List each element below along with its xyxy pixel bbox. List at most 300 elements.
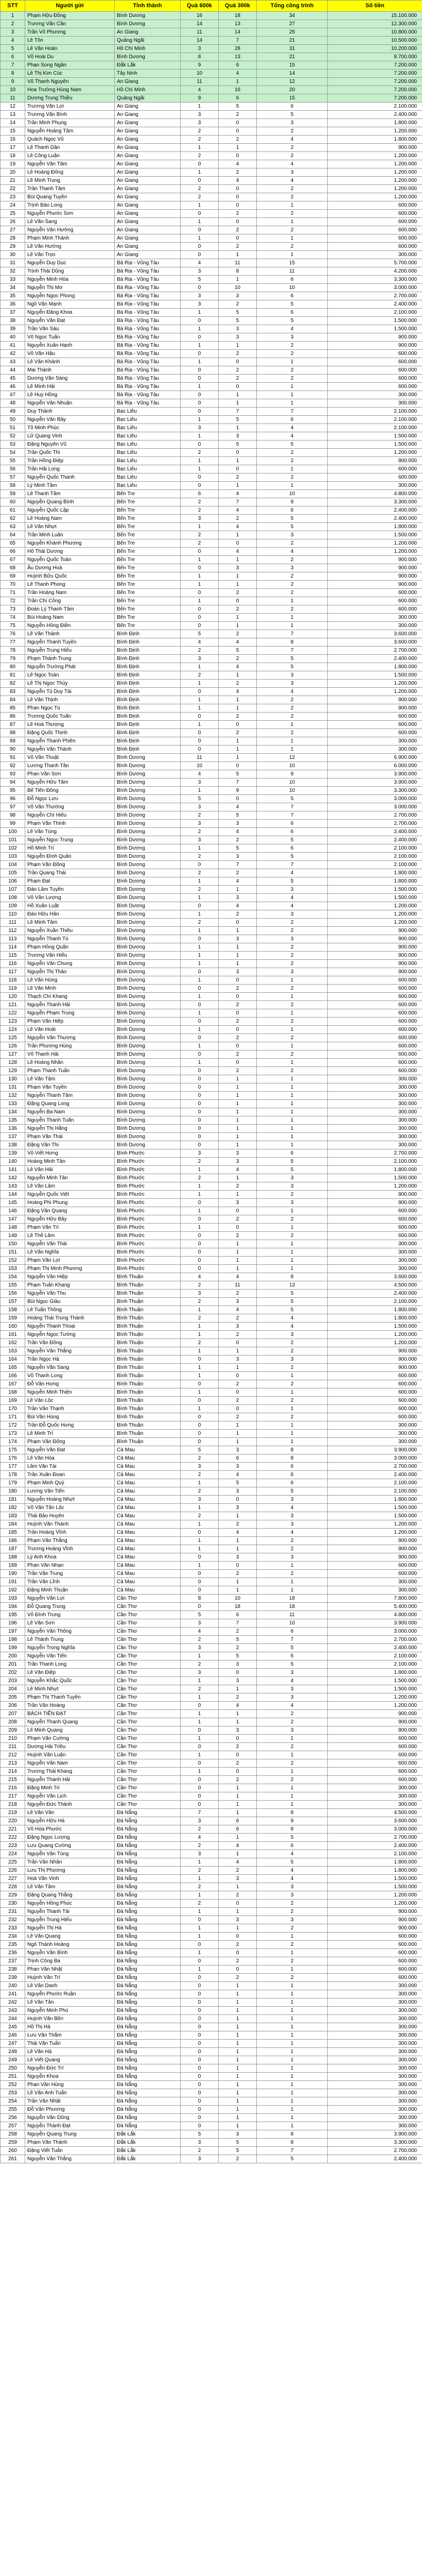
cell-amount: 2.100.000 [328,408,422,416]
cell-gift-300k: 3 [219,1355,257,1364]
cell-gift-600k: 1 [181,309,219,317]
cell-total: 2 [257,1215,328,1224]
cell-stt: 97 [1,803,25,811]
cell-province: Bình Dương [115,993,181,1001]
cell-gift-600k: 1 [181,342,219,350]
cell-stt: 174 [1,1438,25,1446]
cell-total: 5 [257,663,328,671]
cell-province: Bình Thuận [115,1380,181,1388]
cell-sender: Nguyễn Đức Trí [25,2064,115,2073]
cell-amount: 300.000 [328,1092,422,1100]
cell-province: Bình Thuận [115,1273,181,1281]
cell-province: Đà Nẵng [115,2122,181,2130]
table-row [1,811,422,820]
cell-gift-300k: 2 [219,1891,257,1900]
cell-province: Bình Thuận [115,1405,181,1413]
cell-province: Bình Dương [115,844,181,853]
cell-sender: Lê Tôn [25,37,115,45]
cell-province: Bình Dương [115,1034,181,1042]
cell-total: 5 [257,1487,328,1496]
cell-amount: 900.000 [328,927,422,935]
cell-province: Bình Dương [115,1100,181,1108]
cell-total: 1 [257,1586,328,1595]
table-row [1,902,422,910]
cell-amount: 10.500.000 [328,37,422,45]
cell-total: 2 [257,457,328,465]
cell-gift-600k: 0 [181,1801,219,1809]
cell-amount: 600.000 [328,210,422,218]
cell-amount: 1.500.000 [328,1875,422,1883]
cell-province: Bà Rịa - Vũng Tàu [115,383,181,391]
cell-gift-600k: 1 [181,721,219,729]
cell-province: An Giang [115,243,181,251]
cell-total: 7 [257,630,328,638]
cell-gift-300k: 1 [219,2056,257,2064]
table-row [1,886,422,894]
cell-sender: Nguyễn Khắc Quốc [25,1677,115,1685]
table-row [1,1759,422,1768]
cell-gift-600k: 0 [181,1083,219,1092]
cell-gift-600k: 0 [181,2073,219,2081]
cell-stt: 101 [1,836,25,844]
cell-province: Bình Phước [115,1240,181,1248]
cell-gift-600k: 1 [181,1908,219,1916]
cell-gift-300k: 3 [219,894,257,902]
cell-sender: Nguyễn Hữu Tâm [25,778,115,787]
table-row [1,152,422,160]
cell-gift-300k: 2 [219,910,257,919]
cell-stt: 186 [1,1537,25,1545]
cell-total: 6 [257,1842,328,1850]
cell-sender: Nguyễn Quốc Toàn [25,556,115,564]
cell-province: Bình Định [115,663,181,671]
cell-stt: 259 [1,2139,25,2147]
cell-total: 1 [257,1141,328,1149]
cell-gift-600k: 2 [181,853,219,861]
cell-amount: 1.200.000 [328,1529,422,1537]
cell-amount: 1.200.000 [328,1520,422,1529]
cell-amount: 1.200.000 [328,1693,422,1702]
cell-total: 10 [257,1619,328,1628]
cell-province: Bình Phước [115,1191,181,1199]
cell-gift-600k: 1 [181,910,219,919]
cell-total: 10 [257,284,328,292]
table-row [1,1141,422,1149]
table-row [1,276,422,284]
cell-total: 10 [257,762,328,770]
cell-province: Bình Dương [115,795,181,803]
cell-amount: 300.000 [328,1430,422,1438]
table-row [1,1446,422,1454]
cell-gift-300k: 0 [219,721,257,729]
cell-sender: Nguyễn Khánh Phương [25,539,115,548]
cell-total: 1 [257,218,328,226]
cell-sender: Nguyễn Văn Nam [25,1759,115,1768]
table-row [1,375,422,383]
cell-gift-600k: 3 [181,803,219,811]
cell-province: Bình Thuận [115,1388,181,1397]
cell-sender: Phạm Thành Trung [25,655,115,663]
cell-total: 8 [257,1446,328,1454]
cell-total: 18 [257,1603,328,1611]
cell-amount: 1.200.000 [328,910,422,919]
cell-stt: 49 [1,408,25,416]
table-row [1,1471,422,1479]
cell-amount: 900.000 [328,1537,422,1545]
table-row [1,1364,422,1372]
table-row [1,1413,422,1421]
table-row [1,1776,422,1784]
cell-total: 4 [257,869,328,877]
cell-total: 1 [257,1792,328,1801]
cell-amount: 600.000 [328,366,422,375]
cell-province: Bình Dương [115,919,181,927]
cell-sender: Lê Hoàng Đông [25,168,115,177]
cell-province: An Giang [115,251,181,259]
cell-gift-600k: 10 [181,70,219,78]
cell-sender: Phạm Văn Lợi [25,1257,115,1265]
cell-amount: 600.000 [328,1067,422,1075]
cell-total: 5 [257,836,328,844]
cell-gift-300k: 2 [219,350,257,358]
cell-amount: 7.200.000 [328,61,422,70]
cell-province: Bình Dương [115,1026,181,1034]
cell-amount: 3.300.000 [328,2139,422,2147]
cell-amount: 600.000 [328,589,422,597]
cell-province: Bình Phước [115,1265,181,1273]
table-row [1,1974,422,1982]
cell-sender: Đào Hữu Hân [25,910,115,919]
cell-sender: Lê Văn Trọn [25,251,115,259]
cell-stt: 230 [1,1900,25,1908]
cell-sender: Lê Văn Sang [25,218,115,226]
cell-stt: 138 [1,1141,25,1149]
cell-province: Bình Định [115,688,181,696]
cell-province: Bến Tre [115,605,181,614]
cell-gift-300k: 0 [219,993,257,1001]
cell-sender: Lê Viết Quang [25,2056,115,2064]
cell-gift-300k: 0 [219,597,257,605]
cell-total: 5 [257,523,328,531]
table-row [1,1397,422,1405]
cell-gift-600k: 0 [181,1092,219,1100]
cell-amount: 300.000 [328,2040,422,2048]
table-row [1,20,422,28]
cell-gift-600k: 0 [181,391,219,399]
cell-stt: 59 [1,490,25,498]
cell-stt: 145 [1,1199,25,1207]
cell-stt: 156 [1,1290,25,1298]
cell-stt: 123 [1,1018,25,1026]
table-row [1,1611,422,1619]
table-row [1,1191,422,1199]
cell-gift-600k: 1 [181,581,219,589]
cell-stt: 71 [1,589,25,597]
cell-province: Cà Mau [115,1529,181,1537]
cell-stt: 4 [1,37,25,45]
cell-sender: Nguyễn Quang Bình [25,498,115,506]
cell-amount: 1.200.000 [328,1900,422,1908]
cell-amount: 1.200.000 [328,449,422,457]
cell-gift-600k: 0 [181,1116,219,1125]
cell-gift-600k: 1 [181,1768,219,1776]
table-row [1,1059,422,1067]
cell-amount: 600.000 [328,1026,422,1034]
cell-stt: 139 [1,1149,25,1158]
cell-total: 4 [257,325,328,333]
cell-sender: Võ Đình Trung [25,1611,115,1619]
cell-stt: 246 [1,2031,25,2040]
cell-total: 1 [257,2056,328,2064]
cell-amount: 900.000 [328,556,422,564]
cell-stt: 88 [1,729,25,737]
cell-total: 7 [257,811,328,820]
cell-gift-300k: 1 [219,745,257,754]
cell-gift-300k: 7 [219,37,257,45]
cell-sender: Lê Văn Tân [25,1998,115,2007]
cell-gift-600k: 0 [181,1974,219,1982]
cell-gift-600k: 4 [181,638,219,647]
cell-gift-300k: 0 [219,1059,257,1067]
cell-stt: 220 [1,1817,25,1825]
cell-gift-300k: 4 [219,638,257,647]
cell-stt: 213 [1,1759,25,1768]
cell-total: 10 [257,490,328,498]
cell-gift-300k: 1 [219,960,257,968]
cell-amount: 2.400.000 [328,111,422,119]
cell-total: 2 [257,1974,328,1982]
table-row [1,2048,422,2056]
cell-sender: Lê Văn Tùng [25,828,115,836]
cell-amount: 6.900.000 [328,754,422,762]
cell-total: 2 [257,539,328,548]
cell-gift-300k: 1 [219,391,257,399]
cell-amount: 1.200.000 [328,127,422,135]
cell-amount: 600.000 [328,976,422,985]
cell-gift-600k: 1 [181,1504,219,1512]
cell-total: 7 [257,2147,328,2155]
cell-stt: 133 [1,1100,25,1108]
cell-total: 5 [257,1166,328,1174]
cell-total: 21 [257,37,328,45]
table-row [1,836,422,844]
table-row [1,630,422,638]
cell-amount: 300.000 [328,2048,422,2056]
cell-sender: Trương Văn Lợi [25,103,115,111]
cell-total: 1 [257,2031,328,2040]
cell-gift-600k: 2 [181,1883,219,1891]
cell-province: Bến Tre [115,490,181,498]
table-row [1,688,422,696]
cell-gift-600k: 0 [181,2007,219,2015]
cell-total: 2 [257,1924,328,1933]
cell-province: Bình Dương [115,762,181,770]
table-row [1,1512,422,1520]
cell-gift-300k: 2 [219,1397,257,1405]
cell-gift-300k: 8 [219,267,257,276]
table-row [1,1108,422,1116]
cell-province: Bình Dương [115,985,181,993]
cell-sender: Trần Văn Trung [25,1570,115,1578]
cell-stt: 61 [1,506,25,515]
table-row [1,1595,422,1603]
cell-amount: 300.000 [328,251,422,259]
cell-sender: Đặng Quang Long [25,1100,115,1108]
cell-gift-300k: 3 [219,1463,257,1471]
cell-gift-300k: 1 [219,1718,257,1726]
cell-province: Cần Thơ [115,1611,181,1619]
cell-sender: Phạm Đạt [25,877,115,886]
table-row [1,1553,422,1562]
cell-amount: 2.700.000 [328,647,422,655]
table-row [1,144,422,152]
cell-stt: 52 [1,432,25,440]
cell-province: Cần Thơ [115,1743,181,1751]
cell-gift-300k: 0 [219,1405,257,1413]
cell-sender: Võ Hoài Du [25,53,115,61]
cell-total: 7 [257,1636,328,1644]
cell-amount: 300.000 [328,2114,422,2122]
cell-stt: 86 [1,713,25,721]
cell-total: 2 [257,1034,328,1042]
cell-sender: Phạm Minh Quý [25,1479,115,1487]
cell-province: Bình Dương [115,1050,181,1059]
cell-gift-300k: 0 [219,1900,257,1908]
cell-sender: Huỳnh Văn Thành [25,1520,115,1529]
cell-province: Bến Tre [115,498,181,506]
cell-amount: 300.000 [328,1421,422,1430]
cell-province: Đà Nẵng [115,2040,181,2048]
cell-gift-300k: 4 [219,1306,257,1314]
cell-gift-600k: 0 [181,2040,219,2048]
cell-sender: Phan Song Ngân [25,61,115,70]
cell-gift-600k: 1 [181,1949,219,1957]
cell-amount: 900.000 [328,1916,422,1924]
cell-stt: 110 [1,910,25,919]
cell-total: 1 [257,1108,328,1116]
cell-amount: 2.700.000 [328,292,422,300]
cell-gift-600k: 2 [181,1685,219,1693]
cell-province: Đắk Lắk [115,2130,181,2139]
cell-stt: 172 [1,1421,25,1430]
table-row [1,1199,422,1207]
table-row [1,424,422,432]
cell-province: Cần Thơ [115,1801,181,1809]
cell-province: Đà Nẵng [115,1891,181,1900]
cell-total: 2 [257,1067,328,1075]
cell-total: 2 [257,1339,328,1347]
cell-gift-300k: 0 [219,127,257,135]
cell-sender: Nguyễn Quang Trung [25,2130,115,2139]
table-row [1,185,422,193]
cell-stt: 94 [1,778,25,787]
cell-gift-300k: 0 [219,185,257,193]
cell-sender: Nguyễn Văn Thắng [25,2155,115,2163]
cell-sender: Lê Minh Quang [25,1726,115,1735]
cell-amount: 1.800.000 [328,1496,422,1504]
cell-total: 1 [257,1125,328,1133]
cell-amount: 4.800.000 [328,1611,422,1619]
cell-amount: 15.100.000 [328,12,422,20]
table-row [1,1817,422,1825]
table-row [1,2130,422,2139]
cell-gift-600k: 0 [181,177,219,185]
cell-amount: 300.000 [328,1265,422,1273]
cell-gift-600k: 2 [181,185,219,193]
cell-total: 6 [257,820,328,828]
cell-amount: 2.400.000 [328,1842,422,1850]
cell-total: 5 [257,1660,328,1669]
cell-province: Bình Dương [115,853,181,861]
cell-gift-300k: 1 [219,2097,257,2106]
cell-amount: 600.000 [328,713,422,721]
cell-sender: Lê Thành Trung [25,1636,115,1644]
cell-province: Cần Thơ [115,1636,181,1644]
cell-gift-300k: 1 [219,1240,257,1248]
cell-stt: 37 [1,309,25,317]
cell-gift-600k: 1 [181,960,219,968]
cell-amount: 900.000 [328,943,422,952]
table-row [1,1421,422,1430]
cell-gift-600k: 0 [181,2023,219,2031]
table-row [1,787,422,795]
cell-sender: Nguyễn Hoàng Nhựt [25,1496,115,1504]
cell-amount: 300.000 [328,1133,422,1141]
cell-amount: 900.000 [328,935,422,943]
cell-gift-300k: 3 [219,2130,257,2139]
cell-sender: Tô Minh Phúc [25,424,115,432]
table-row [1,350,422,358]
cell-gift-600k: 1 [181,1042,219,1050]
table-body [1,12,422,2163]
cell-total: 1 [257,1240,328,1248]
table-row [1,952,422,960]
cell-total: 8 [257,1454,328,1463]
cell-province: Bà Rịa - Vũng Tàu [115,391,181,399]
cell-gift-600k: 2 [181,869,219,877]
cell-gift-300k: 1 [219,1578,257,1586]
cell-gift-600k: 1 [181,597,219,605]
cell-gift-600k: 0 [181,1957,219,1965]
cell-gift-300k: 4 [219,803,257,811]
cell-amount: 7.800.000 [328,1595,422,1603]
cell-province: Đà Nẵng [115,1842,181,1850]
table-row [1,391,422,399]
cell-province: Hồ Chí Minh [115,86,181,94]
cell-gift-300k: 2 [219,680,257,688]
cell-gift-600k: 9 [181,61,219,70]
cell-sender: Lâm Văn Tài [25,1463,115,1471]
cell-stt: 36 [1,300,25,309]
cell-total: 1 [257,993,328,1001]
cell-gift-300k: 1 [219,2048,257,2056]
cell-amount: 600.000 [328,1034,422,1042]
cell-stt: 77 [1,638,25,647]
cell-total: 6 [257,1479,328,1487]
cell-province: Bà Rịa - Vũng Tàu [115,267,181,276]
table-row [1,614,422,622]
cell-stt: 16 [1,135,25,144]
table-row [1,243,422,251]
cell-gift-300k: 1 [219,581,257,589]
cell-sender: Lê Văn Thịnh [25,696,115,704]
cell-province: An Giang [115,177,181,185]
cell-gift-300k: 3 [219,820,257,828]
cell-sender: Nguyễn Thị Hằng [25,1125,115,1133]
cell-province: Đà Nẵng [115,1941,181,1949]
cell-total: 2 [257,696,328,704]
cell-total: 1 [257,1430,328,1438]
